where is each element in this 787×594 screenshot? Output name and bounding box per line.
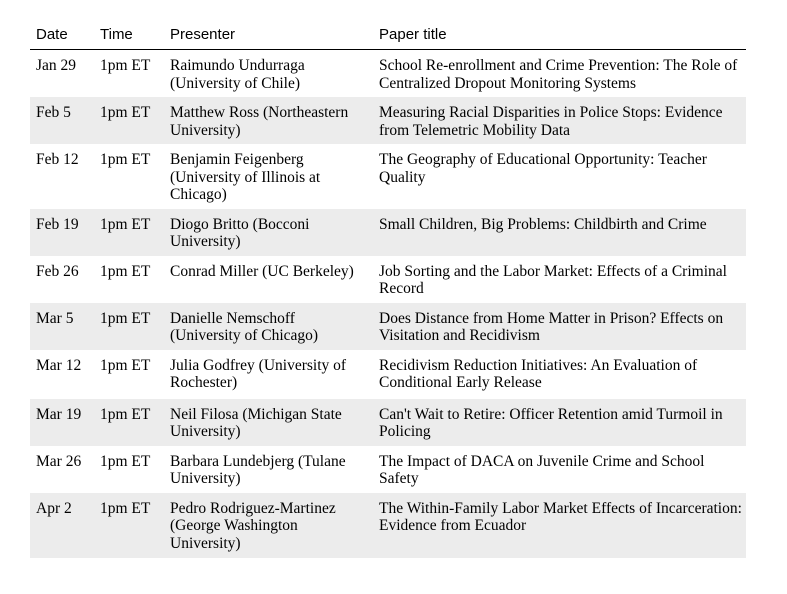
cell-date: Mar 19	[30, 399, 94, 446]
header-row	[30, 19, 746, 50]
cell-paper-title: The Within-Family Labor Market Effects of Incarceration: Evidence from Ecuador	[373, 493, 746, 558]
cell-presenter: Pedro Rodriguez-Martinez (George Washington University)	[164, 493, 373, 558]
header-time: Time	[94, 19, 164, 50]
table-row	[30, 209, 746, 256]
cell-time: 1pm ET	[94, 209, 164, 256]
cell-time: 1pm ET	[100, 57, 151, 74]
cell-paper-title: School Re-enrollment and Crime Prevention: The Role of Centralized Dropout Monitoring Systems	[379, 57, 738, 92]
cell-time: 1pm ET	[100, 452, 151, 470]
cell-date: Feb 19	[30, 209, 94, 256]
table-row	[30, 50, 746, 98]
cell-date: Feb 12	[36, 151, 79, 168]
table-row	[30, 97, 746, 144]
cell-paper-title: The Geography of Educational Opportunity: Teacher Quality	[379, 151, 707, 186]
table-row	[30, 399, 746, 446]
header-date: Date	[30, 19, 94, 50]
cell-paper-title: The Impact of DACA on Juvenile Crime and School Safety	[379, 452, 705, 487]
cell-time: 1pm ET	[94, 303, 164, 350]
cell-date: Mar 12	[36, 356, 82, 374]
cell-paper-title: Can't Wait to Retire: Officer Retention amid Turmoil in Policing	[373, 399, 746, 446]
cell-time: 1pm ET	[100, 151, 151, 168]
cell-paper-title: Does Distance from Home Matter in Prison? Effects on Visitation and Recidivism	[373, 303, 746, 350]
cell-presenter: Conrad Miller (UC Berkeley)	[170, 262, 354, 280]
cell-date: Apr 2	[30, 493, 94, 558]
cell-time: 1pm ET	[94, 399, 164, 446]
cell-time: 1pm ET	[94, 97, 164, 144]
cell-date: Feb 26	[36, 262, 79, 280]
cell-presenter: Benjamin Feigenberg (University of Illinois at Chicago)	[170, 151, 321, 203]
table-row	[30, 303, 746, 350]
table-row	[30, 256, 746, 303]
table-header	[30, 19, 746, 50]
header-presenter: Presenter	[164, 19, 373, 50]
cell-paper-title: Small Children, Big Problems: Childbirth and Crime	[373, 209, 746, 256]
table-row	[30, 493, 746, 558]
cell-time: 1pm ET	[94, 493, 164, 558]
table-row	[30, 350, 746, 399]
header-paper-title: Paper title	[373, 19, 746, 50]
table-body	[30, 50, 746, 558]
cell-date: Feb 5	[30, 97, 94, 144]
table-row	[30, 446, 746, 493]
seminar-schedule-table	[30, 19, 746, 558]
cell-presenter: Barbara Lundebjerg (Tulane University)	[170, 452, 346, 487]
cell-presenter: Julia Godfrey (University of Rochester)	[170, 356, 347, 391]
cell-paper-title: Job Sorting and the Labor Market: Effects of a Criminal Record	[379, 262, 727, 297]
cell-time: 1pm ET	[100, 262, 151, 280]
cell-paper-title: Recidivism Reduction Initiatives: An Evaluation of Conditional Early Release	[379, 356, 698, 391]
table-row	[30, 144, 746, 209]
cell-presenter: Raimundo Undurraga (University of Chile)	[170, 57, 305, 92]
cell-date: Mar 26	[36, 452, 82, 470]
cell-presenter: Danielle Nemschoff (University of Chicago)	[164, 303, 373, 350]
cell-date: Mar 5	[30, 303, 94, 350]
cell-presenter: Neil Filosa (Michigan State University)	[164, 399, 373, 446]
cell-paper-title: Measuring Racial Disparities in Police Stops: Evidence from Telemetric Mobility Data	[373, 97, 746, 144]
cell-time: 1pm ET	[100, 356, 151, 374]
cell-presenter: Matthew Ross (Northeastern University)	[164, 97, 373, 144]
cell-date: Jan 29	[36, 57, 77, 74]
cell-presenter: Diogo Britto (Bocconi University)	[164, 209, 373, 256]
